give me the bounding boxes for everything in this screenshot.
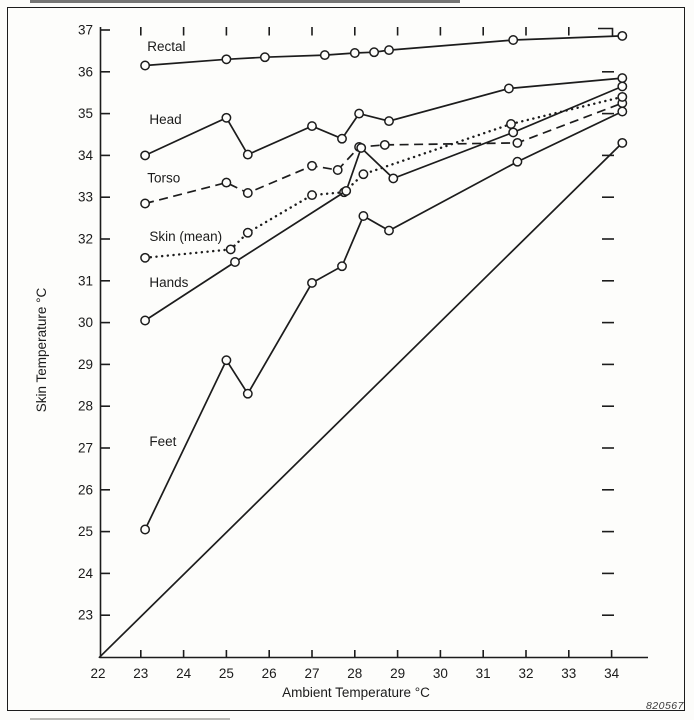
data-point: [618, 32, 626, 40]
x-tick-label: 28: [347, 666, 363, 681]
x-axis-title: Ambient Temperature °C: [282, 685, 430, 700]
data-point: [244, 390, 252, 398]
y-tick-label: 32: [77, 231, 93, 247]
x-tick-label: 31: [475, 666, 491, 681]
data-point: [222, 356, 230, 364]
y-tick-label: 36: [77, 64, 93, 80]
data-point: [513, 139, 521, 147]
series-label-head: Head: [149, 112, 182, 128]
data-point: [618, 74, 626, 82]
data-point: [308, 279, 316, 287]
data-point: [509, 36, 517, 44]
series-line: [145, 103, 622, 203]
data-point: [244, 229, 252, 237]
x-tick-label: 22: [90, 666, 106, 681]
data-point: [359, 170, 367, 178]
data-point: [355, 109, 363, 117]
series-skin-mean: [141, 93, 627, 262]
data-point: [227, 245, 235, 253]
data-point: [338, 135, 346, 143]
series-line: [145, 112, 622, 530]
data-point: [334, 166, 342, 174]
y-tick-label: 34: [77, 147, 93, 163]
data-point: [357, 144, 365, 152]
axes: [100, 27, 648, 658]
data-point: [618, 107, 626, 115]
data-point: [308, 122, 316, 130]
x-tick-label: 24: [176, 666, 192, 681]
data-point: [141, 151, 149, 159]
data-point: [141, 525, 149, 533]
series-line: [99, 143, 622, 658]
series-rectal: [141, 32, 627, 70]
data-point: [370, 48, 378, 56]
data-point: [231, 258, 239, 266]
data-point: [618, 93, 626, 101]
data-point: [141, 254, 149, 262]
y-tick-label: 30: [77, 315, 93, 331]
y-tick-label: 37: [77, 22, 93, 38]
series-label-skin-mean: Skin (mean): [149, 229, 223, 245]
y-tick-label: 23: [77, 607, 93, 623]
series-label-torso: Torso: [147, 170, 181, 186]
data-point: [509, 128, 517, 136]
y-tick-label: 33: [77, 189, 93, 205]
x-tick-label: 30: [432, 666, 448, 681]
data-point: [261, 53, 269, 61]
x-tick-label: 26: [261, 666, 277, 681]
data-point: [389, 174, 397, 182]
figure-code: 820567: [645, 700, 684, 712]
series-feet: [141, 107, 627, 533]
data-point: [351, 49, 359, 57]
y-tick-label: 29: [77, 356, 93, 372]
data-point: [507, 120, 515, 128]
series-hands: [141, 82, 627, 324]
y-tick-label: 27: [77, 440, 93, 456]
data-point: [222, 55, 230, 63]
data-point: [342, 187, 350, 195]
series-label-hands: Hands: [149, 275, 189, 291]
x-tick-label: 27: [304, 666, 320, 681]
x-tick-label: 34: [604, 666, 620, 681]
data-point: [141, 199, 149, 207]
data-point: [618, 82, 626, 90]
data-point: [222, 114, 230, 122]
y-tick-label: 26: [77, 482, 93, 498]
top-right-corner-tick: [598, 29, 613, 36]
y-tick-label: 28: [77, 398, 93, 414]
data-point: [381, 141, 389, 149]
data-point: [222, 178, 230, 186]
data-point: [513, 158, 521, 166]
series-label-feet: Feet: [149, 433, 177, 449]
data-point: [385, 226, 393, 234]
data-point: [321, 51, 329, 59]
data-point: [244, 150, 252, 158]
y-tick-label: 35: [77, 106, 93, 122]
data-point: [141, 316, 149, 324]
y-tick-label: 31: [77, 273, 93, 289]
data-point: [505, 84, 513, 92]
data-point: [141, 61, 149, 69]
y-tick-label: 24: [77, 565, 93, 581]
y-tick-label: 25: [77, 524, 93, 540]
data-point: [385, 46, 393, 54]
data-point: [618, 139, 626, 147]
data-point: [385, 117, 393, 125]
x-tick-label: 25: [218, 666, 234, 681]
data-point: [244, 189, 252, 197]
x-tick-label: 23: [133, 666, 149, 681]
series-line: [145, 36, 622, 66]
y-axis-title: Skin Temperature °C: [34, 287, 49, 413]
series-label-rectal: Rectal: [147, 38, 186, 54]
data-point: [308, 191, 316, 199]
x-tick-label: 33: [561, 666, 577, 681]
x-tick-label: 32: [518, 666, 534, 681]
data-point: [308, 162, 316, 170]
data-point: [359, 212, 367, 220]
data-point: [338, 262, 346, 270]
x-tick-label: 29: [390, 666, 406, 681]
